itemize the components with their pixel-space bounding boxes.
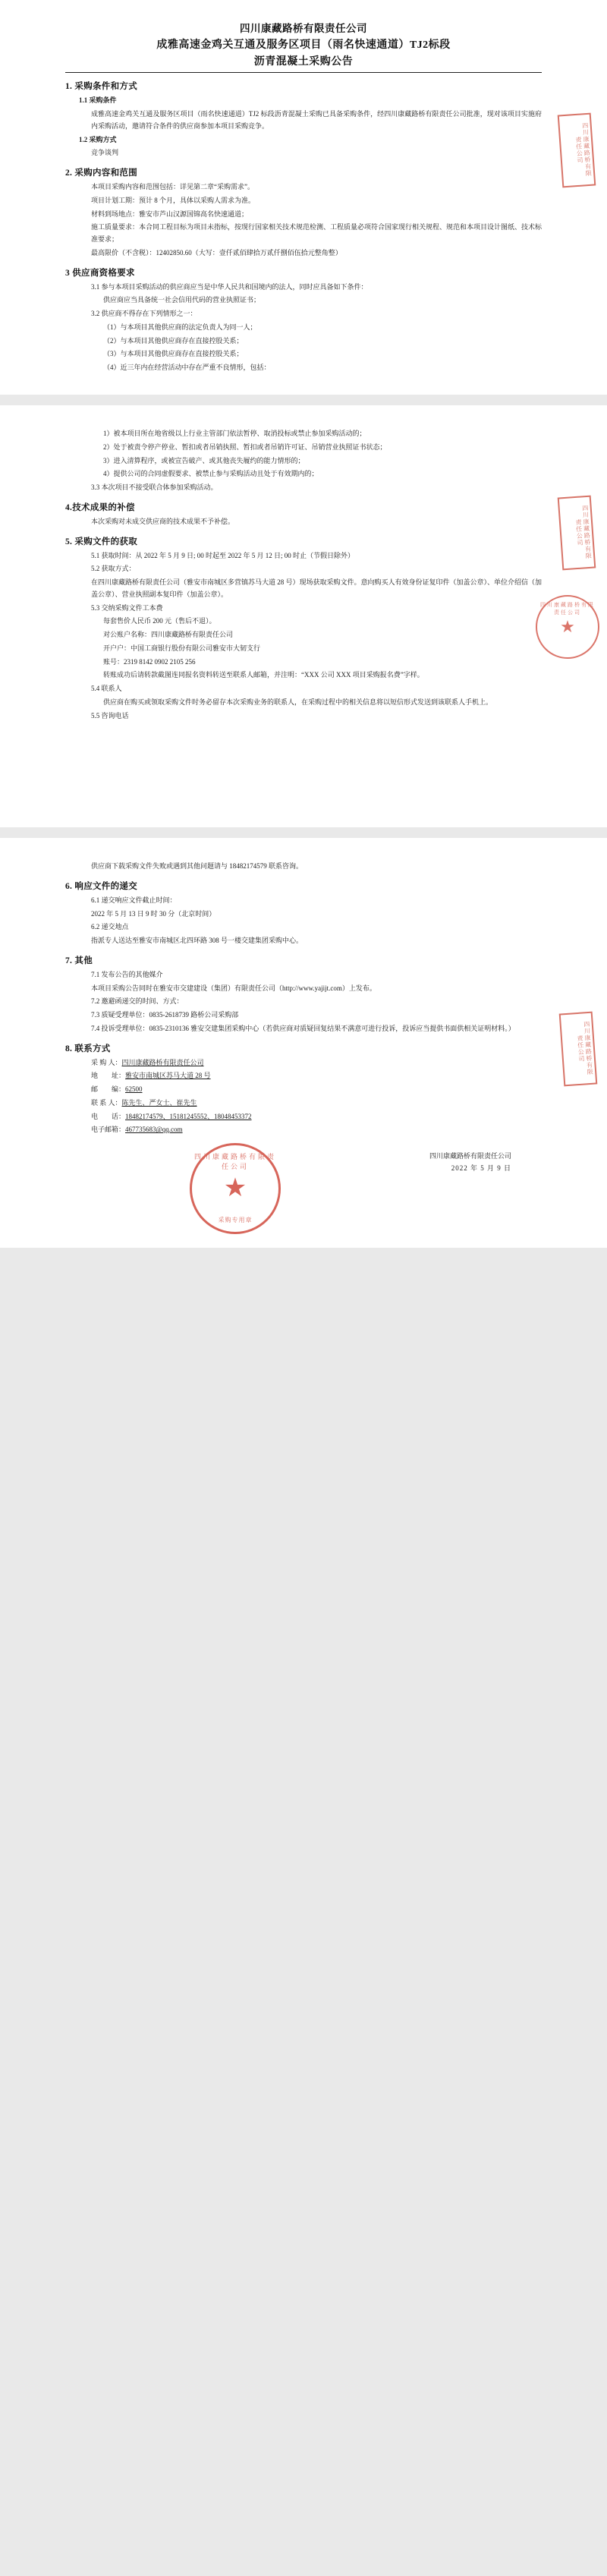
page3-contact-note: 供应商下载采购文件失败或遇到其他问题请与 18482174579 联系咨询。 bbox=[91, 862, 304, 870]
section-3-1: 3.1 参与本项目采购活动的供应商应当是中华人民共和国境内的法人，同时应具备如下条件： bbox=[91, 282, 368, 291]
contact-row-address bbox=[91, 1070, 542, 1082]
section-3-2-item-3: （3）与本项目其他供应商存在直接控股关系； bbox=[103, 350, 244, 358]
document-page-2 bbox=[0, 405, 607, 827]
contact-value-purchaser: 四川康藏路桥有限责任公司 bbox=[121, 1058, 204, 1066]
contact-label-email: 电子邮箱： bbox=[91, 1126, 126, 1134]
contact-label-address: 地 址： bbox=[91, 1072, 126, 1080]
contact-row-purchaser bbox=[91, 1057, 542, 1069]
section-5-3-note: 转账成功后请转款截图连同报名资料转送至联系人邮箱，并注明：“XXX 公司 XXX 项目采购报名费”字样。 bbox=[103, 671, 424, 679]
page2-item-4: 4）提供公司的合同虚假要求、被禁止参与采购活动且处于有效期内的； bbox=[103, 470, 319, 478]
section-3-2: 3.2 供应商不得存在下列情形之一： bbox=[91, 310, 197, 318]
section-2-heading: 2. 采购内容和范围 bbox=[65, 168, 137, 178]
contact-row-postcode bbox=[91, 1084, 542, 1096]
contact-label-purchaser: 采 购 人： bbox=[91, 1058, 122, 1066]
section-6-1: 6.1 递交响应文件截止时间： bbox=[91, 896, 177, 904]
company-round-seal bbox=[536, 595, 599, 659]
company-name: 四川康藏路桥有限责任公司 bbox=[240, 23, 367, 34]
section-6-2-location: 指派专人送达至雅安市南城区北四环路 308 号一楼交建集团采购中心。 bbox=[91, 937, 304, 944]
section-5-4: 5.4 联系人 bbox=[91, 685, 122, 692]
section-5-2-body: 在四川康藏路桥有限责任公司（雅安市南城区多营镇苏马大道 28 号）现场获取采购文件。意向购买人有效身份证复印件（加盖公章）、单位介绍信（加盖公章）、营业执照副本复印件（加盖公章）。 bbox=[91, 578, 543, 598]
contact-label-phone: 电 话： bbox=[91, 1112, 126, 1120]
section-7-2: 7.2 邀避函递交的时间、方式： bbox=[91, 997, 184, 1006]
seal-bottom-text: 采购专用章 bbox=[218, 1217, 253, 1223]
page2-item-1: 1）被本项目所在地省级以上行业主管部门依法暂停、取消投标或禁止参加采购活动的； bbox=[103, 430, 366, 437]
section-6-heading: 6. 响应文件的递交 bbox=[65, 881, 137, 891]
section-1-1-body: 成雅高速金鸡关互通及服务区项目（雨名快速通道）TJ2 标段沥青混凝土采购已具备采购条件，经四川康藏路桥有限责任公司批准，现对该项目实施府内采购活动，邀请符合条件的供应商参加本项目采购竞争。 bbox=[91, 110, 542, 130]
document-page-3 bbox=[0, 838, 607, 1248]
section-8-heading: 8. 联系方式 bbox=[65, 1044, 111, 1053]
star-icon: ★ bbox=[560, 617, 575, 636]
section-4-heading: 4.技术成果的补偿 bbox=[65, 502, 135, 512]
page2-item-3: 3）进入清算程序，或被宣告破产、或其他丧失履约的能力情形的； bbox=[103, 456, 305, 464]
section-5-heading: 5. 采购文件的获取 bbox=[65, 537, 137, 546]
page2-item-2: 2）处于被责令停产停业、暂扣或者吊销执照、暂扣或者吊销许可证、吊销营业执照证书状态； bbox=[103, 442, 387, 451]
contact-row-phone bbox=[91, 1111, 542, 1123]
contact-label-postcode: 邮 编： bbox=[91, 1085, 126, 1093]
section-3-2-item-4: （4）近三年内在经营活动中存在严重不良情形，包括： bbox=[103, 364, 271, 372]
contact-value-phone: 18482174579、15181245552、18048453372 bbox=[125, 1112, 252, 1120]
section-4-body: 本次采购对未成交供应商的技术成果不予补偿。 bbox=[91, 517, 235, 525]
contact-value-person: 陈先生、严女士、崔先生 bbox=[121, 1098, 197, 1107]
section-5-4-body: 供应商在购买或领取采购文件时务必留存本次采购业务的联系人，在采购过程中的相关信息将以短信形式发送到该联系人手机上。 bbox=[103, 698, 493, 706]
section-3-2-item-1: （1）与本项目其他供应商的法定负责人为同一人； bbox=[103, 323, 257, 331]
section-7-4: 7.4 投诉受理单位：0835-2310136 雅安交建集团采购中心（若供应商对质疑回复结果不满意可进行投诉，投诉应当提供书面供相关证明材料。） bbox=[91, 1024, 515, 1032]
document-header bbox=[65, 21, 542, 70]
section-2-item-1: 本项目采购内容和范围包括：详见第二章“采购需求”。 bbox=[91, 183, 254, 191]
section-2-item-5: 最高限价（不含税）：12402850.60（大写：壹仟贰佰肆拾万贰仟捌佰伍拾元整角整） bbox=[91, 248, 342, 257]
section-5-3-bank: 开户户：中国工商银行股份有限公司雅安市大韧支行 bbox=[103, 644, 261, 652]
section-7-1-body: 本项目采购公告同时在雅安市交建建设（集团）有限责任公司（http://www.yajijt.com）上发布。 bbox=[91, 984, 376, 992]
section-6-2: 6.2 递交地点 bbox=[91, 923, 129, 931]
section-2-item-2: 项目计划工期：预计 8 个月，具体以采购人需求为准。 bbox=[91, 196, 256, 204]
section-1-2-body: 竞争谈判 bbox=[91, 149, 119, 157]
company-vertical-stamp: 四川康藏路桥有限责任公司 bbox=[558, 113, 596, 188]
project-title-line-2: 沥青混凝土采购公告 bbox=[253, 55, 354, 68]
signature-company: 四川康藏路桥有限责任公司 bbox=[429, 1152, 511, 1160]
section-5-3-account-name: 对公账户名称：四川康藏路桥有限责任公司 bbox=[103, 631, 234, 638]
section-5-2-label: 5.2 获取方式： bbox=[91, 565, 136, 573]
section-5-3-account-number: 账号：2319 8142 0902 2105 256 bbox=[103, 657, 196, 666]
company-vertical-stamp: 四川康藏路桥有限责任公司 bbox=[559, 1012, 598, 1087]
section-2-item-4: 施工质量要求：本合同工程目标为项目未指标，按现行国家相关技术规范检测、工程质量必项符合国家现行相关规程、规范和本项目设计图纸、技术标准要求； bbox=[91, 223, 543, 244]
title-divider bbox=[65, 72, 542, 73]
section-3-3: 3.3 本次项目不接受联合体参加采购活动。 bbox=[91, 483, 218, 491]
contact-value-email: 467735683@qq.com bbox=[125, 1126, 183, 1134]
section-2-item-3: 材料到场地点：雅安市芦山汉源国锦高名快速通道； bbox=[91, 209, 249, 218]
project-title-line-1: 成雅高速金鸡关互通及服务区项目（雨名快速通道）TJ2标段 bbox=[156, 39, 451, 51]
section-1-2-heading: 1.2 采购方式 bbox=[79, 135, 117, 143]
section-7-1: 7.1 发布公告的其他媒介 bbox=[91, 970, 163, 978]
section-1-heading: 1. 采购条件和方式 bbox=[65, 82, 137, 92]
contact-row-person bbox=[91, 1097, 542, 1110]
section-6-1-deadline: 2022 年 5 月 13 日 9 时 30 分（北京时间） bbox=[91, 909, 216, 918]
section-5-3: 5.3 交纳采购文件工本费 bbox=[91, 603, 163, 612]
company-vertical-stamp: 四川康藏路桥有限责任公司 bbox=[558, 496, 596, 571]
contact-value-address: 雅安市南城区苏马大道 28 号 bbox=[125, 1072, 211, 1080]
contact-label-person: 联 系 人： bbox=[91, 1098, 122, 1107]
section-7-heading: 7. 其他 bbox=[65, 956, 93, 965]
signature-date: 2022 年 5 月 9 日 bbox=[451, 1164, 511, 1173]
section-5-1: 5.1 获取时间：从 2022 年 5 月 9 日; 00 时起至 2022 年 5 月 12 日; 00 时止（节假日除外） bbox=[91, 551, 355, 559]
section-7-3: 7.3 质疑受理单位：0835-2618739 路桥公司采购部 bbox=[91, 1011, 239, 1019]
seal-top-text: 四川康藏路桥有限责任公司 bbox=[540, 603, 595, 616]
section-3-1-requirement: 供应商应当具备统一社会信用代码的营业执照证书； bbox=[103, 296, 261, 304]
document-page-1 bbox=[0, 0, 607, 395]
star-icon: ★ bbox=[223, 1174, 247, 1202]
seal-top-text: 四川康藏路桥有限责任公司 bbox=[193, 1153, 276, 1170]
official-round-seal bbox=[190, 1143, 281, 1234]
section-3-heading: 3 供应商资格要求 bbox=[65, 268, 135, 278]
contact-row-email bbox=[91, 1124, 542, 1136]
section-1-1-heading: 1.1 采购条件 bbox=[79, 96, 117, 105]
section-5-5: 5.5 咨询电话 bbox=[91, 711, 129, 720]
section-5-3-price: 每套售价人民币 200 元（售后不退）。 bbox=[103, 617, 216, 625]
section-3-2-item-2: （2）与本项目其他供应商存在直接控股关系； bbox=[103, 336, 244, 345]
contact-value-postcode: 62500 bbox=[125, 1085, 143, 1093]
signature-block bbox=[65, 1150, 542, 1174]
